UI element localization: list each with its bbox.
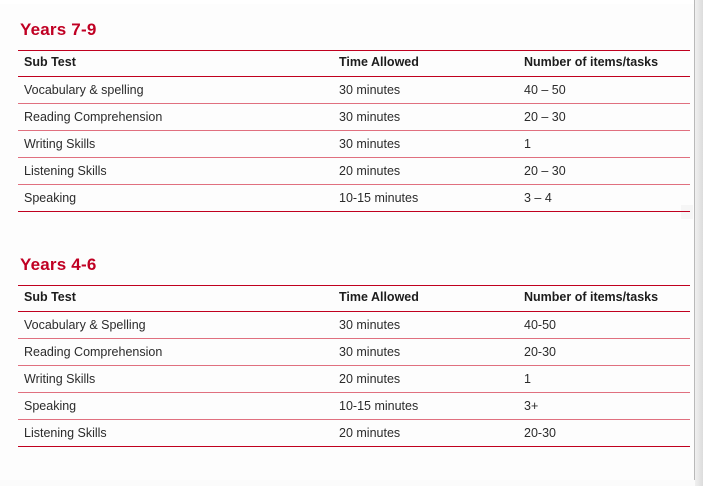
table-row xyxy=(18,420,690,447)
page-top-margin xyxy=(0,0,695,4)
column-header-number-of-items: Number of items/tasks xyxy=(524,55,659,69)
cell-sub-test: Speaking xyxy=(24,399,77,413)
cell-sub-test: Listening Skills xyxy=(24,164,107,178)
cell-time-allowed: 30 minutes xyxy=(339,83,401,97)
column-header-time-allowed: Time Allowed xyxy=(339,290,419,304)
scan-artefact-bottom xyxy=(0,480,695,486)
column-header-sub-test: Sub Test xyxy=(24,55,76,69)
column-header-number-of-items: Number of items/tasks xyxy=(524,290,659,304)
cell-number-of-items: 20 – 30 xyxy=(524,164,566,178)
table-years-4-6 xyxy=(18,285,690,447)
cell-number-of-items: 3 – 4 xyxy=(524,191,552,205)
cell-number-of-items: 1 xyxy=(524,137,531,151)
cell-time-allowed: 10-15 minutes xyxy=(339,191,419,205)
page-edge-shadow xyxy=(695,0,703,486)
cell-time-allowed: 10-15 minutes xyxy=(339,399,419,413)
column-header-sub-test: Sub Test xyxy=(24,290,76,304)
table-row xyxy=(18,366,690,393)
cell-sub-test: Vocabulary & Spelling xyxy=(24,318,146,332)
table-row xyxy=(18,131,690,158)
cell-sub-test: Writing Skills xyxy=(24,137,96,151)
cell-number-of-items: 20-30 xyxy=(524,426,556,440)
cell-sub-test: Reading Comprehension xyxy=(24,345,163,359)
table-row xyxy=(18,393,690,420)
section-title-years-4-6: Years 4-6 xyxy=(20,255,97,274)
table-row xyxy=(18,312,690,339)
section-title-years-7-9: Years 7-9 xyxy=(20,20,97,39)
cell-number-of-items: 40 – 50 xyxy=(524,83,566,97)
table-years-7-9 xyxy=(18,50,690,212)
cell-sub-test: Listening Skills xyxy=(24,426,107,440)
cell-number-of-items: 20 – 30 xyxy=(524,110,566,124)
table-row xyxy=(18,185,690,212)
section-years-4-6 xyxy=(18,255,690,447)
cell-time-allowed: 30 minutes xyxy=(339,318,401,332)
cell-sub-test: Vocabulary & spelling xyxy=(24,83,144,97)
cell-time-allowed: 20 minutes xyxy=(339,372,401,386)
cell-time-allowed: 30 minutes xyxy=(339,345,401,359)
cell-number-of-items: 3+ xyxy=(524,399,539,413)
cell-time-allowed: 20 minutes xyxy=(339,426,401,440)
cell-time-allowed: 30 minutes xyxy=(339,137,401,151)
column-header-time-allowed: Time Allowed xyxy=(339,55,419,69)
section-years-7-9 xyxy=(18,20,690,212)
cell-sub-test: Reading Comprehension xyxy=(24,110,163,124)
cell-number-of-items: 20-30 xyxy=(524,345,556,359)
table-row xyxy=(18,339,690,366)
cell-sub-test: Speaking xyxy=(24,191,77,205)
cell-number-of-items: 40-50 xyxy=(524,318,556,332)
table-header-row xyxy=(18,286,690,312)
page-edge-line xyxy=(694,0,695,486)
table-row xyxy=(18,104,690,131)
cell-sub-test: Writing Skills xyxy=(24,372,96,386)
table-row xyxy=(18,158,690,185)
table-header-row xyxy=(18,51,690,77)
cell-number-of-items: 1 xyxy=(524,372,531,386)
cell-time-allowed: 30 minutes xyxy=(339,110,401,124)
cell-time-allowed: 20 minutes xyxy=(339,164,401,178)
table-row xyxy=(18,77,690,104)
